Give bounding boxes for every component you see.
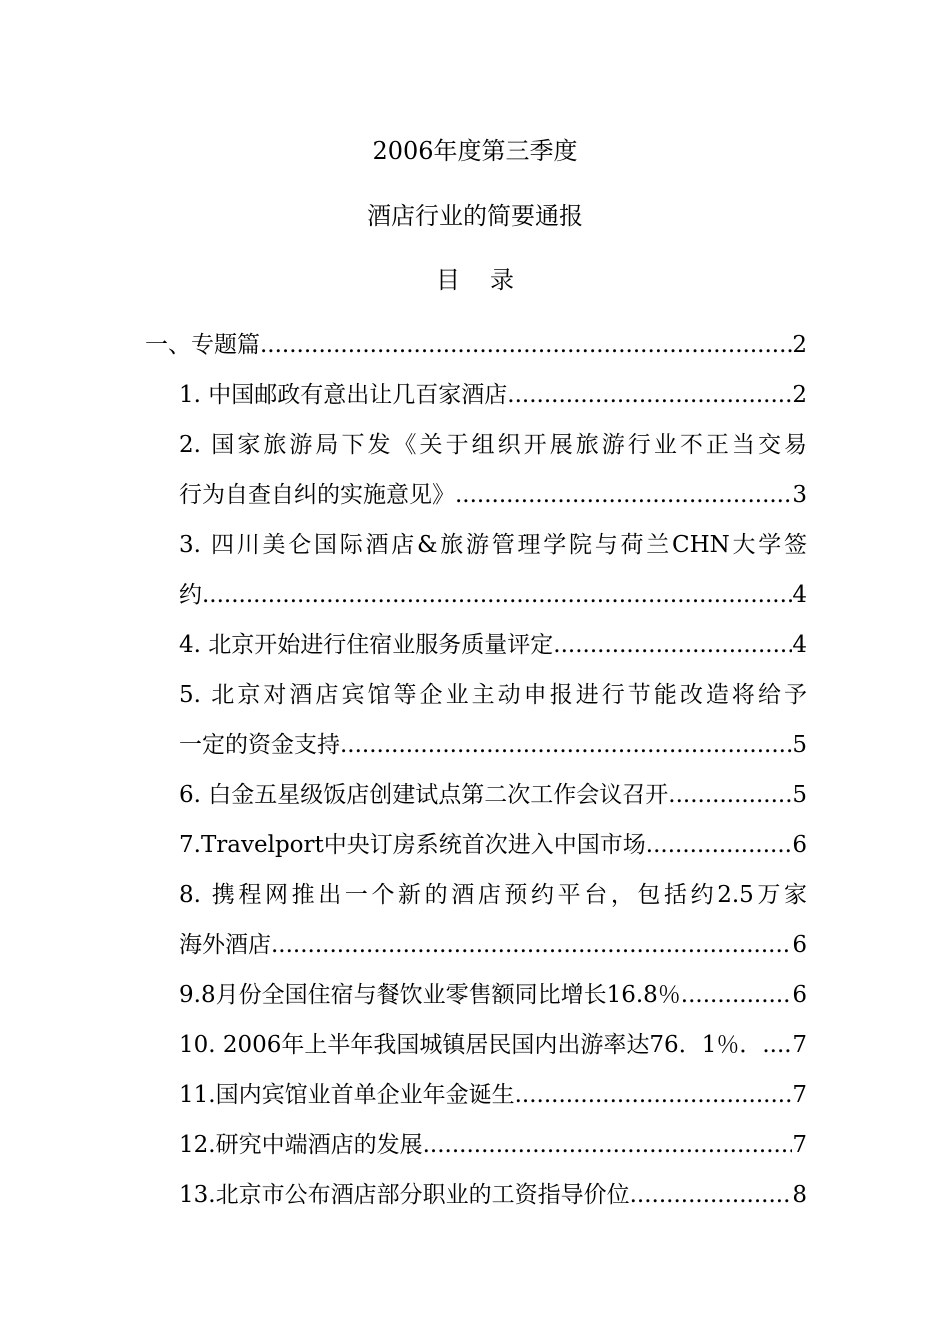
toc-leader-dots [260, 330, 792, 360]
toc-entry-5-line2[interactable] [179, 730, 807, 760]
toc-leader-dots [668, 780, 792, 810]
toc-entry-1[interactable] [179, 380, 807, 410]
toc-entry-page: 4 [792, 582, 807, 608]
toc-entry-page: 3 [792, 482, 807, 508]
document-title: 2006年度第三季度 [372, 137, 578, 165]
toc-entry-page: 6 [792, 832, 807, 858]
toc-leader-dots [762, 1030, 792, 1060]
toc-entry-10[interactable] [179, 1030, 807, 1060]
toc-entry-3-line1[interactable] [179, 530, 807, 560]
toc-entry-text: 10. 2006年上半年我国城镇居民国内出游率达76．1％． [179, 1032, 763, 1058]
toc-entry-3-line2[interactable] [179, 580, 807, 610]
toc-entry-page: 5 [792, 732, 807, 758]
toc-entry-text: 4. 北京开始进行住宿业服务质量评定 [179, 632, 554, 658]
toc-entry-text: 11.国内宾馆业首单企业年金诞生 [179, 1082, 515, 1108]
toc-entry-text: 2. 国家旅游局下发《关于组织开展旅游行业不正当交易 [179, 432, 807, 458]
toc-entry-13[interactable] [179, 1180, 807, 1210]
toc-entry-2-line1[interactable] [179, 430, 807, 460]
toc-entry-text: 5. 北京对酒店宾馆等企业主动申报进行节能改造将给予 [179, 682, 807, 708]
toc-entry-page: 5 [792, 782, 807, 808]
toc-entry-2-line2[interactable] [179, 480, 807, 510]
toc-entry-7[interactable] [179, 830, 807, 860]
toc-entry-text: 3. 四川美仑国际酒店&旅游管理学院与荷兰CHN大学签 [179, 532, 807, 558]
toc-entry-5-line1[interactable] [179, 680, 807, 710]
toc-heading: 目录 [436, 266, 544, 294]
toc-entry-page: 2 [792, 382, 807, 408]
toc-entry-text: 9.8月份全国住宿与餐饮业零售额同比增长16.8％ [179, 982, 681, 1008]
toc-entry-page: 6 [792, 932, 807, 958]
toc-entry-text: 1. 中国邮政有意出让几百家酒店 [179, 382, 508, 408]
toc-entry-8-line1[interactable] [179, 880, 807, 910]
toc-entry-text: 13.北京市公布酒店部分职业的工资指导价位 [179, 1182, 630, 1208]
toc-leader-dots [507, 380, 792, 410]
toc-entry-6[interactable] [179, 780, 807, 810]
toc-leader-dots [515, 1080, 793, 1110]
toc-entry-text: 海外酒店 [179, 932, 271, 958]
toc-entry-8-line2[interactable] [179, 930, 807, 960]
toc-entry-text: 6. 白金五星级饭店创建试点第二次工作会议召开 [179, 782, 669, 808]
toc-leader-dots [202, 580, 792, 610]
toc-entry-page: 7 [792, 1082, 807, 1108]
toc-entry-text: 约 [179, 582, 202, 608]
toc-entry-page: 8 [792, 1182, 807, 1208]
toc-entry-4[interactable] [179, 630, 807, 660]
toc-entry-9[interactable] [179, 980, 807, 1010]
toc-entry-page: 4 [792, 632, 807, 658]
toc-entry-page: 2 [792, 332, 807, 358]
toc-entry-page: 7 [792, 1032, 807, 1058]
toc-entry-text: 一、专题篇 [145, 332, 260, 358]
toc-entry-text: 7.Travelport中央订房系统首次进入中国市场 [179, 832, 646, 858]
toc-entry-text: 8. 携程网推出一个新的酒店预约平台，包括约2.5万家 [179, 882, 807, 908]
toc-leader-dots [630, 1180, 793, 1210]
toc-entry-text: 一定的资金支持 [179, 732, 340, 758]
toc-leader-dots [423, 1130, 793, 1160]
toc-entry-text: 行为自查自纠的实施意见》 [179, 482, 455, 508]
toc-leader-dots [271, 930, 792, 960]
toc-leader-dots [681, 980, 793, 1010]
toc-entry-section-1[interactable] [145, 330, 807, 360]
toc-entry-12[interactable] [179, 1130, 807, 1160]
toc-entry-page: 7 [792, 1132, 807, 1158]
toc-entry-11[interactable] [179, 1080, 807, 1110]
toc-leader-dots [455, 480, 792, 510]
document-subtitle: 酒店行业的简要通报 [367, 202, 583, 230]
toc-leader-dots [553, 630, 792, 660]
toc-entry-page: 6 [792, 982, 807, 1008]
toc-leader-dots [340, 730, 792, 760]
toc-leader-dots [646, 830, 793, 860]
toc-entry-text: 12.研究中端酒店的发展 [179, 1132, 423, 1158]
